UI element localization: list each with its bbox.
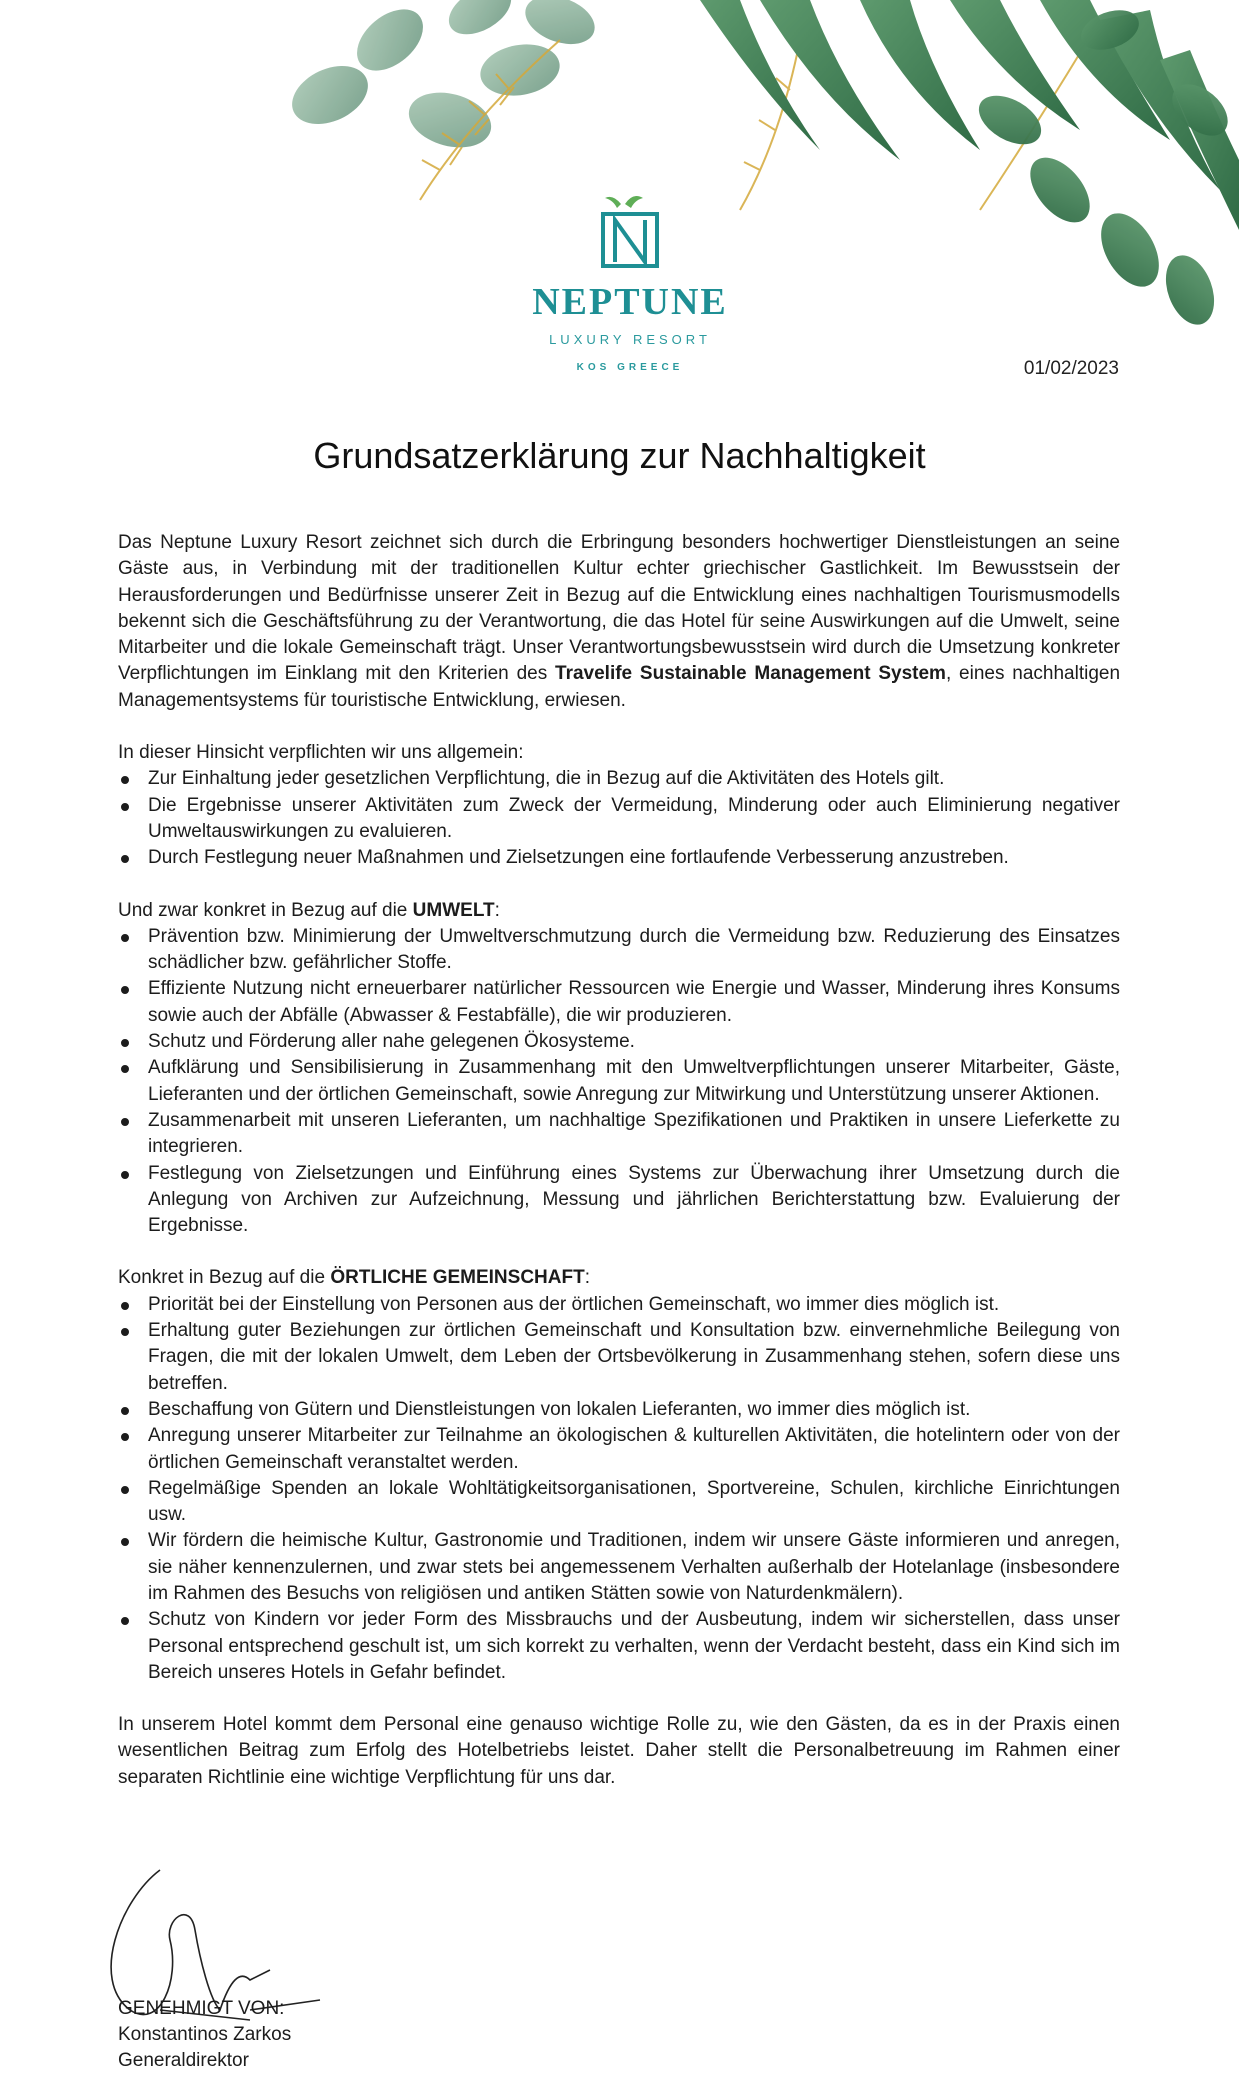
neptune-n-icon — [595, 192, 665, 272]
brand-subtitle: LUXURY RESORT — [549, 332, 711, 347]
brand-name: NEPTUNE — [532, 281, 728, 323]
list-item: Regelmäßige Spenden an lokale Wohltätigkeitsorganisationen, Sportvereine, Schulen, kirchliche Einrichtungen usw. — [118, 1476, 1120, 1529]
heading-keyword: UMWELT — [412, 899, 495, 921]
intro-text: Das Neptune Luxury Resort zeichnet sich durch die Erbringung besonders hochwertiger Dienstleistungen an seine Gäste aus, in Verbindung mit der traditionellen Kultur echter griechischer Gastlichkeit. Im Bewusstsein der Herausforderungen und Bedürfnisse unserer Zeit in Bezug auf die Entwicklung eines nachhaltigen Tourismusmodells bekennt sich die Geschäftsführung zu der Verantwortung, die das Hotel für seine Auswirkungen auf die Umwelt, seine Mitarbeiter und die lokale Gemeinschaft trägt. Unser Verantwortungsbewusstsein wird durch die Umsetzung konkreter Verpflichtungen im Einklang mit den Kriterien des — [118, 532, 1120, 685]
page-title: Grundsatzerklärung zur Nachhaltigkeit — [313, 435, 926, 476]
list-item: Zur Einhaltung jeder gesetzlichen Verpflichtung, die in Bezug auf die Aktivitäten des Hotels gilt. — [118, 766, 1120, 792]
list-item: Aufklärung und Sensibilisierung in Zusammenhang mit den Umweltverpflichtungen unserer Mitarbeiter, Gäste, Lieferanten und der örtlichen Gemeinschaft, sowie Anregung zur Mitwirkung und Unterstützung unserer Aktionen. — [118, 1055, 1120, 1108]
environment-list — [118, 924, 1120, 1240]
brand-logo — [505, 192, 755, 392]
approval-block — [118, 1996, 291, 2074]
list-item: Prävention bzw. Minimierung der Umweltverschmutzung durch die Vermeidung bzw. Reduzierung des Einsatzes schädlicher bzw. gefährlicher Stoffe. — [118, 924, 1120, 977]
environment-heading — [118, 898, 1120, 924]
list-item: Anregung unserer Mitarbeiter zur Teilnahme an ökologischen & kulturellen Aktivitäten, die hotelintern oder von der örtlichen Gemeinschaft veranstaltet werden. — [118, 1423, 1120, 1476]
approval-label: GENEHMIGT VON: — [118, 1998, 285, 2019]
heading-text: Konkret in Bezug auf die — [118, 1267, 331, 1289]
brand-location: KOS GREECE — [576, 362, 684, 373]
list-item: Schutz von Kindern vor jeder Form des Missbrauchs und der Ausbeutung, indem wir sicherstellen, dass unser Personal entsprechend geschult ist, um sich korrekt zu verhalten, wenn der Verdacht besteht, dass ein Kind sich im Bereich unseres Hotels in Gefahr befindet. — [118, 1607, 1120, 1686]
community-list — [118, 1292, 1120, 1686]
travelife-name: Travelife Sustainable Management System — [555, 663, 946, 685]
heading-colon: : — [494, 899, 500, 921]
list-item: Schutz und Förderung aller nahe gelegenen Ökosysteme. — [118, 1029, 1120, 1055]
intro-paragraph — [118, 530, 1120, 714]
approver-role: Generaldirektor — [118, 2050, 249, 2071]
list-item: Wir fördern die heimische Kultur, Gastronomie und Traditionen, indem wir unsere Gäste informieren und anregen, sie näher kennenzulernen, und zwar stets bei angemessenem Verhalten außerhalb der Hotelanlage (insbesondere im Rahmen des Besuchs von religiösen und antiken Stätten sowie von Naturdenkmälern). — [118, 1528, 1120, 1607]
list-item: Die Ergebnisse unserer Aktivitäten zum Zweck der Vermeidung, Minderung oder auch Eliminierung negativer Umweltauswirkungen zu evaluieren. — [118, 793, 1120, 846]
heading-keyword: ÖRTLICHE GEMEINSCHAFT — [330, 1267, 585, 1289]
general-heading: In dieser Hinsicht verpflichten wir uns allgemein: — [118, 742, 524, 764]
list-item: Effiziente Nutzung nicht erneuerbarer natürlicher Ressourcen wie Energie und Wasser, Minderung ihres Konsums sowie auch der Abfälle (Abwasser & Festabfälle), die wir produzieren. — [118, 976, 1120, 1029]
heading-text: Und zwar konkret in Bezug auf die — [118, 899, 413, 921]
document-body — [118, 530, 1120, 1791]
list-item: Beschaffung von Gütern und Dienstleistungen von lokalen Lieferanten, wo immer dies möglich ist. — [118, 1397, 1120, 1423]
general-list — [118, 766, 1120, 871]
list-item: Priorität bei der Einstellung von Personen aus der örtlichen Gemeinschaft, wo immer dies möglich ist. — [118, 1292, 1120, 1318]
list-item: Zusammenarbeit mit unseren Lieferanten, um nachhaltige Spezifikationen und Praktiken in unsere Lieferkette zu integrieren. — [118, 1108, 1120, 1161]
list-item: Erhaltung guter Beziehungen zur örtlichen Gemeinschaft und Konsultation bzw. einvernehmliche Beilegung von Fragen, die mit der lokalen Umwelt, dem Leben der Ortsbevölkerung in Zusammenhang stehen, sofern diese uns betreffen. — [118, 1318, 1120, 1397]
list-item: Festlegung von Zielsetzungen und Einführung eines Systems zur Überwachung ihrer Umsetzung durch die Anlegung von Archiven zur Aufzeichnung, Messung und jährlichen Berichterstattung bzw. Evaluierung der Ergebnisse. — [118, 1161, 1120, 1240]
intro-text-end: , eines nachhaltigen Managementsystems für touristische Entwicklung, erwiesen. — [118, 663, 1121, 711]
closing-paragraph: In unserem Hotel kommt dem Personal eine genauso wichtige Rolle zu, wie den Gästen, da es in der Praxis einen wesentlichen Beitrag zum Erfolg des Hotelbetriebs leistet. Daher stellt die Personalbetreuung im Rahmen einer separaten Richtlinie eine wichtige Verpflichtung für uns dar. — [118, 1714, 1120, 1788]
community-heading — [118, 1265, 1120, 1291]
list-item: Durch Festlegung neuer Maßnahmen und Zielsetzungen eine fortlaufende Verbesserung anzustreben. — [118, 845, 1120, 871]
document-date: 01/02/2023 — [1023, 358, 1119, 379]
approver-name: Konstantinos Zarkos — [118, 2024, 292, 2045]
heading-colon: : — [584, 1267, 590, 1289]
